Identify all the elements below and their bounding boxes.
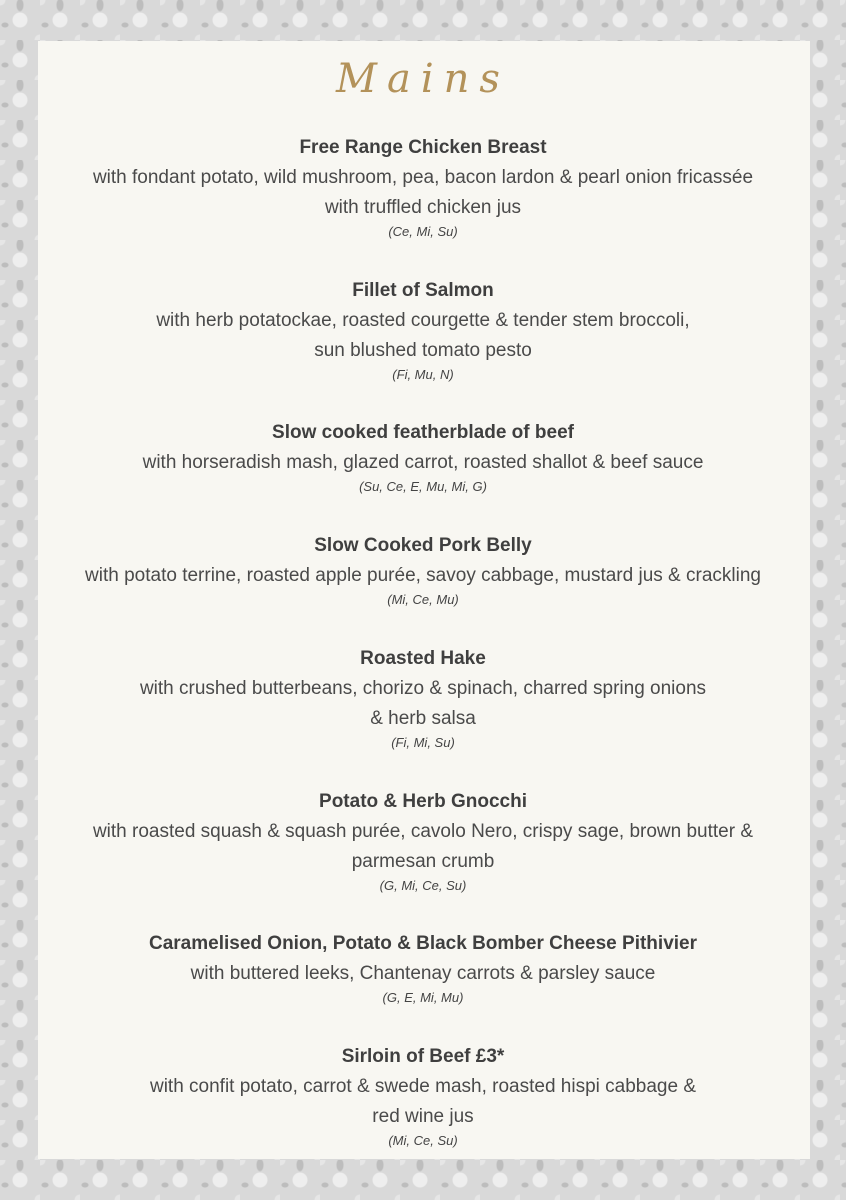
- dish-description-line: with confit potato, carrot & swede mash, roasted hispi cabbage &: [149, 1076, 697, 1097]
- dish-description-line: red wine jus: [372, 1106, 474, 1127]
- dish-description-line: with truffled chicken jus: [324, 197, 522, 218]
- dish-name: Caramelised Onion, Potato & Black Bomber Cheese Pithivier: [149, 933, 697, 954]
- allergen-codes: (G, E, Mi, Mu): [382, 990, 464, 1005]
- dish-name: Slow cooked featherblade of beef: [272, 422, 574, 443]
- menu-item: [0, 930, 846, 1009]
- menu-item: [0, 134, 846, 243]
- dish-description-line: with fondant potato, wild mushroom, pea, bacon lardon & pearl onion fricassée: [92, 167, 754, 188]
- dish-description-line: sun blushed tomato pesto: [314, 340, 532, 361]
- allergen-codes: (Fi, Mu, N): [392, 367, 454, 382]
- allergen-codes: (G, Mi, Ce, Su): [379, 878, 467, 893]
- allergen-codes: (Fi, Mi, Su): [391, 735, 455, 750]
- dish-description-line: & herb salsa: [370, 708, 476, 729]
- dish-description-line: with potato terrine, roasted apple purée, savoy cabbage, mustard jus & crackling: [85, 565, 761, 586]
- allergen-codes: (Ce, Mi, Su): [388, 224, 458, 239]
- menu-item: [0, 419, 846, 498]
- menu-item: [0, 645, 846, 754]
- dish-name: Sirloin of Beef £3*: [341, 1046, 505, 1067]
- dish-name: Slow Cooked Pork Belly: [314, 535, 532, 556]
- dish-name: Roasted Hake: [360, 648, 486, 669]
- allergen-codes: (Mi, Ce, Su): [388, 1133, 458, 1148]
- dish-description-line: with roasted squash & squash purée, cavolo Nero, crispy sage, brown butter &: [92, 821, 754, 842]
- dish-name: Free Range Chicken Breast: [299, 137, 547, 158]
- dish-description-line: with herb potatockae, roasted courgette & tender stem broccoli,: [156, 310, 690, 331]
- menu-item: [0, 788, 846, 897]
- menu-item: [0, 277, 846, 386]
- dish-description-line: with crushed butterbeans, chorizo & spinach, charred spring onions: [139, 678, 707, 699]
- menu-heading: Mains: [336, 56, 510, 102]
- dish-description-line: parmesan crumb: [351, 851, 495, 872]
- allergen-codes: (Mi, Ce, Mu): [387, 592, 459, 607]
- allergen-codes: (Su, Ce, E, Mu, Mi, G): [359, 479, 487, 494]
- dish-name: Potato & Herb Gnocchi: [319, 791, 527, 812]
- dish-description-line: with horseradish mash, glazed carrot, roasted shallot & beef sauce: [142, 452, 704, 473]
- menu-item: [0, 532, 846, 611]
- dish-description-line: with buttered leeks, Chantenay carrots & parsley sauce: [190, 963, 656, 984]
- menu-item: [0, 1043, 846, 1152]
- dish-name: Fillet of Salmon: [352, 280, 494, 301]
